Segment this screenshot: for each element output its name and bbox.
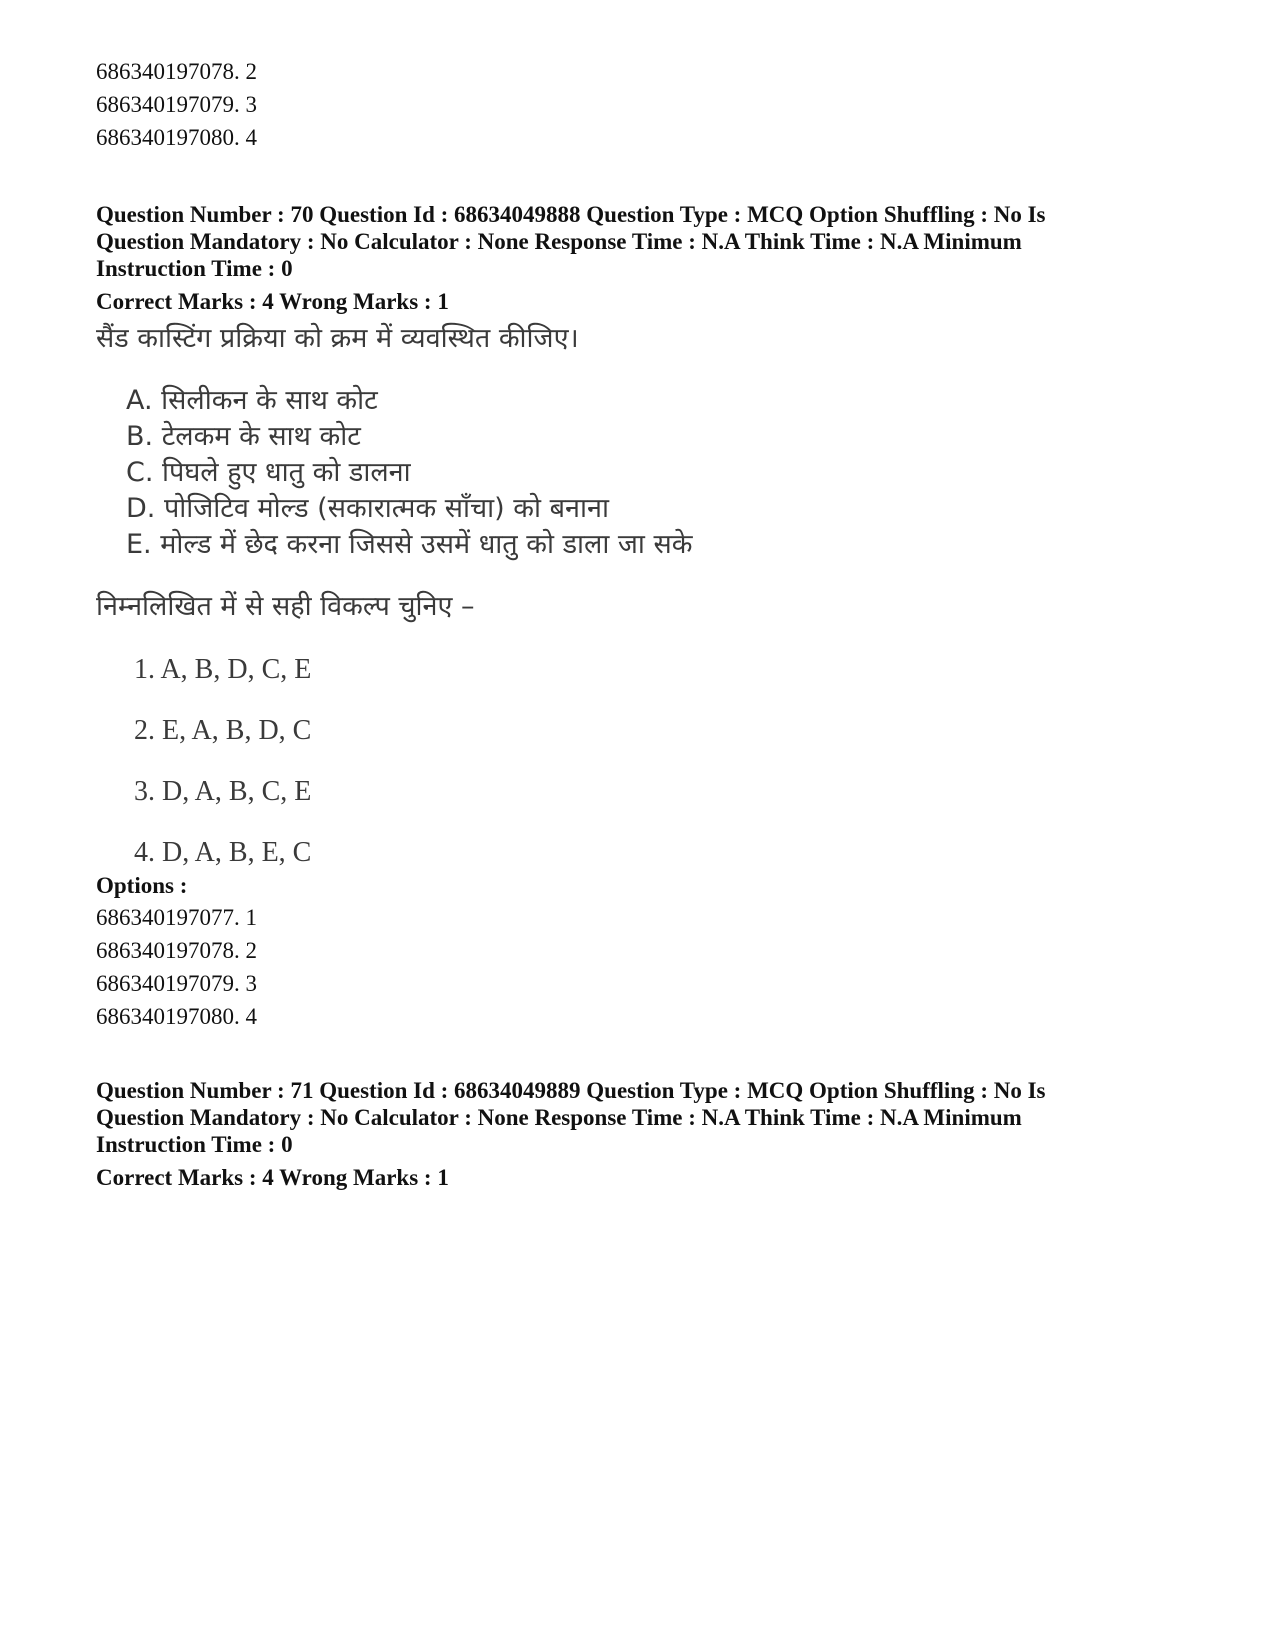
question-header-line: Question Number : 71 Question Id : 68634049889 Question Type : MCQ Option Shuffling : No Is [96,1078,1046,1103]
option-line: 686340197079. 3 [96,971,257,996]
statement-item: C. पिघले हुए धातु को डालना [126,457,411,488]
question-header-line: Instruction Time : 0 [96,256,293,281]
statement-item: D. पोजिटिव मोल्ड (सकारात्मक साँचा) को बनाना [126,493,609,524]
instruction-text: निम्नलिखित में से सही विकल्प चुनिए – [96,591,475,622]
option-line: 686340197080. 4 [96,125,257,150]
option-line: 686340197078. 2 [96,59,257,84]
answer-choice: 4. D, A, B, E, C [134,837,312,868]
question-header-line: Question Mandatory : No Calculator : None Response Time : N.A Think Time : N.A Minimum [96,229,1022,254]
marks-line: Correct Marks : 4 Wrong Marks : 1 [96,289,449,314]
question-header-line: Instruction Time : 0 [96,1132,293,1157]
options-label: Options : [96,873,188,898]
option-line: 686340197077. 1 [96,905,257,930]
answer-choice: 2. E, A, B, D, C [134,715,312,746]
marks-line: Correct Marks : 4 Wrong Marks : 1 [96,1165,449,1190]
option-line: 686340197078. 2 [96,938,257,963]
question-header-line: Question Mandatory : No Calculator : None Response Time : N.A Think Time : N.A Minimum [96,1105,1022,1130]
question-header-line: Question Number : 70 Question Id : 68634049888 Question Type : MCQ Option Shuffling : No Is [96,202,1046,227]
statement-item: E. मोल्ड में छेद करना जिससे उसमें धातु को डाला जा सके [126,529,693,560]
question-text: सैंड कास्टिंग प्रक्रिया को क्रम में व्यवस्थित कीजिए। [96,323,579,354]
answer-choice: 1. A, B, D, C, E [134,654,312,685]
statement-item: B. टेलकम के साथ कोट [126,421,361,452]
option-line: 686340197079. 3 [96,92,257,117]
answer-choice: 3. D, A, B, C, E [134,776,312,807]
option-line: 686340197080. 4 [96,1004,257,1029]
statement-item: A. सिलीकन के साथ कोट [126,385,378,416]
